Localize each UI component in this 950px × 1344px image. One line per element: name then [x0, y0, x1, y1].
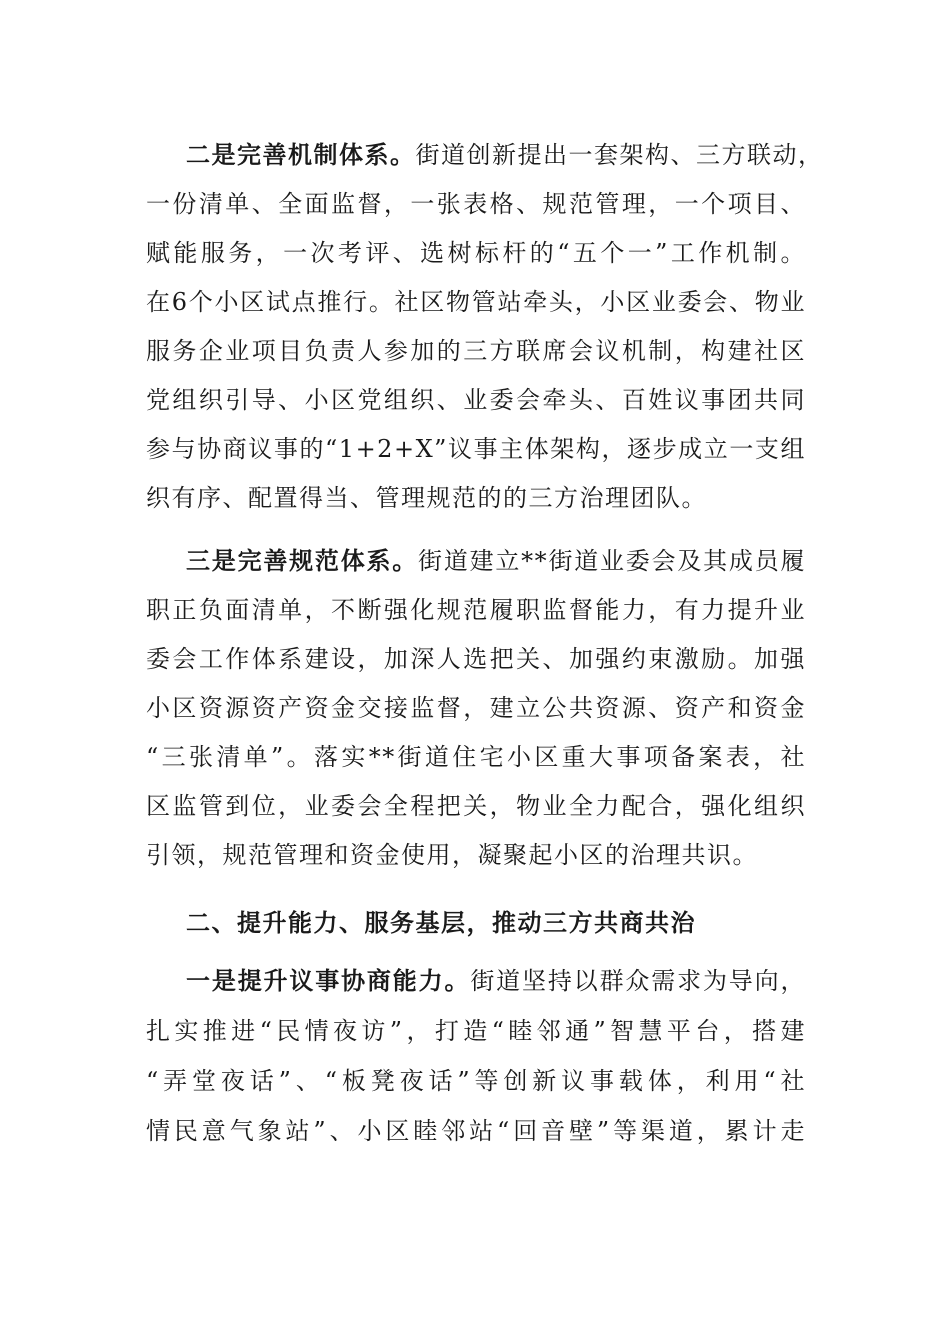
- paragraph-3-line-4: 情民意气象站”、小区睦邻站“回音壁”等渠道，累计走: [146, 1117, 806, 1145]
- paragraph-1-line-1: [186, 140, 824, 190]
- paragraph-1-line-6: 党组织引导、小区党组织、业委会牵头、百姓议事团共同: [146, 386, 806, 414]
- paragraph-2-line-7: 引领，规范管理和资金使用，凝聚起小区的治理共识。: [146, 841, 758, 869]
- paragraph-2-line-6: 区监管到位，业委会全程把关，物业全力配合，强化组织: [146, 792, 806, 820]
- paragraph-2-line-5: “三张清单”。落实**街道住宅小区重大事项备案表，社: [146, 743, 806, 771]
- paragraph-1-text: 街道创新提出一套架构、三方联动，: [415, 141, 824, 169]
- paragraph-2-text: 街道建立**街道业委会及其成员履: [418, 547, 807, 575]
- section-heading: 二、提升能力、服务基层，推动三方共商共治: [186, 908, 696, 937]
- paragraph-3-line-2: 扎实推进“民情夜访”，打造“睦邻通”智慧平台，搭建: [146, 1017, 806, 1045]
- paragraph-3-line-1: [186, 966, 806, 1016]
- paragraph-2-line-3: 委会工作体系建设，加深人选把关、加强约束激励。加强: [146, 645, 806, 673]
- paragraph-1-line-8: 织有序、配置得当、管理规范的的三方治理团队。: [146, 484, 707, 512]
- paragraph-2-lead: 三是完善规范体系。: [186, 546, 419, 575]
- paragraph-2-line-1: [186, 546, 806, 596]
- paragraph-3-text: 街道坚持以群众需求为导向，: [470, 967, 807, 995]
- paragraph-1-line-7: 参与协商议事的“1+2+X”议事主体架构，逐步成立一支组: [146, 435, 806, 463]
- paragraph-2-line-4: 小区资源资产资金交接监督，建立公共资源、资产和资金: [146, 694, 806, 722]
- paragraph-1-line-2: 一份清单、全面监督，一张表格、规范管理，一个项目、: [146, 190, 806, 218]
- paragraph-3-line-3: “弄堂夜话”、“板凳夜话”等创新议事载体，利用“社: [146, 1067, 806, 1095]
- paragraph-2-line-2: 职正负面清单，不断强化规范履职监督能力，有力提升业: [146, 596, 806, 624]
- paragraph-1-line-5: 服务企业项目负责人参加的三方联席会议机制，构建社区: [146, 337, 806, 365]
- paragraph-1-lead: 二是完善机制体系。: [186, 140, 416, 169]
- paragraph-3-lead: 一是提升议事协商能力。: [186, 966, 471, 995]
- paragraph-1-line-4: 在6个小区试点推行。社区物管站牵头，小区业委会、物业: [146, 288, 806, 316]
- paragraph-1-line-3: 赋能服务，一次考评、选树标杆的“五个一”工作机制。: [146, 239, 806, 267]
